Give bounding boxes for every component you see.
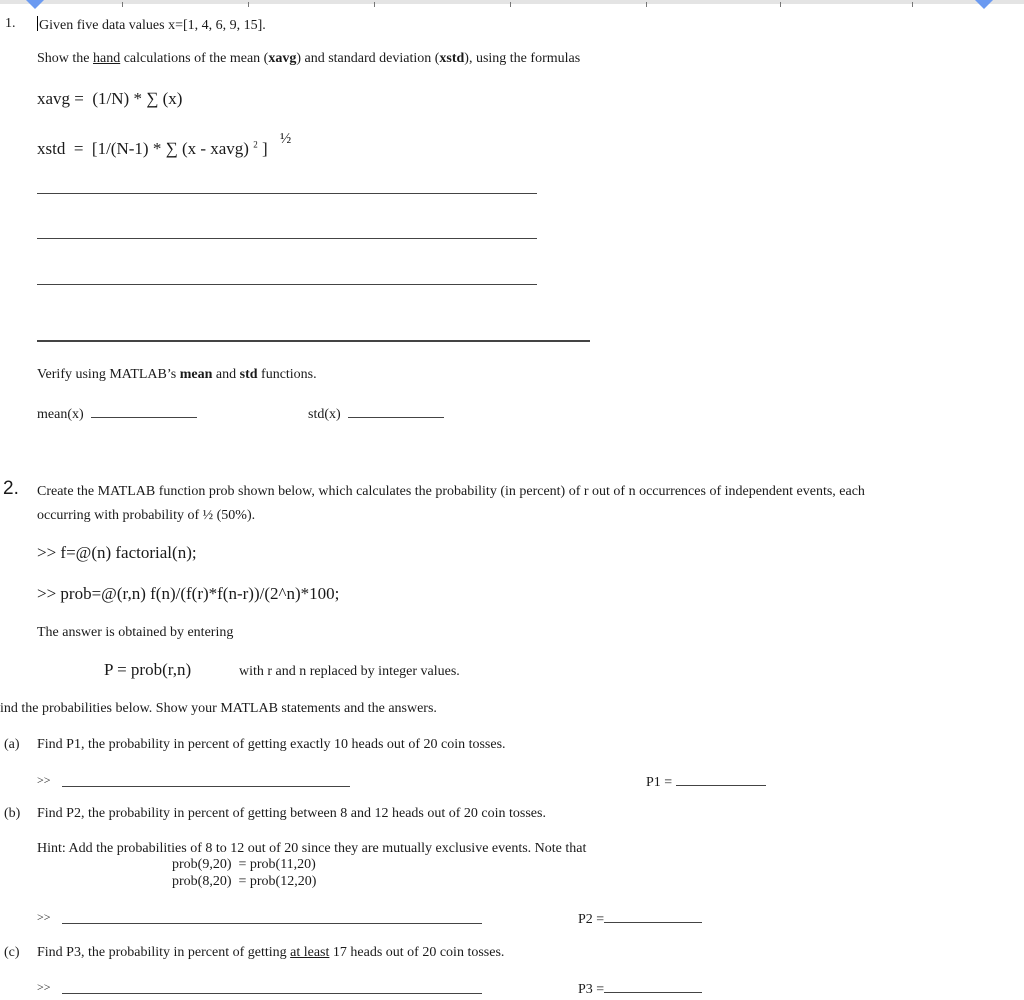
q1-verify-mean: mean xyxy=(179,367,213,382)
p3-label: P3 = xyxy=(578,982,605,997)
answer-instruction: The answer is obtained by entering xyxy=(37,625,234,640)
part-c-text xyxy=(37,945,504,961)
q1-number: 1. xyxy=(5,16,16,31)
q1-show-post: ), using the formulas xyxy=(464,51,581,66)
q1-show-pre: Show the xyxy=(37,51,93,66)
p1-row xyxy=(646,773,766,791)
p1-label: P1 = xyxy=(646,775,673,790)
left-indent-marker-icon[interactable] xyxy=(26,0,44,9)
q2-desc-line2: occurring with probability of ½ (50%). xyxy=(37,508,256,523)
part-c-label: (c) xyxy=(4,945,20,960)
part-c-text-underline: at least xyxy=(290,945,330,960)
part-c-prompt: >> xyxy=(37,980,51,994)
q2-desc-line1: Create the MATLAB function prob shown below, which calculates the probability (in percent) of r out of n occurrences of independent events, each xyxy=(37,484,865,499)
part-a-text: Find P1, the probability in percent of getting exactly 10 heads out of 20 coin tosses. xyxy=(37,737,506,752)
part-a-prompt: >> xyxy=(37,773,51,787)
find-instructions: ind the probabilities below. Show your MATLAB statements and the answers. xyxy=(0,701,437,716)
formula-std xyxy=(37,139,268,159)
ruler-tick xyxy=(510,2,511,7)
formula-std-half-exponent: ½ xyxy=(280,131,292,147)
q1-intro: Given five data values xyxy=(39,18,165,33)
right-indent-marker-icon[interactable] xyxy=(975,0,993,9)
q1-show-mid: calculations of the mean ( xyxy=(120,51,269,66)
p2-answer-blank[interactable] xyxy=(604,910,702,923)
ruler-tick xyxy=(374,2,375,7)
code-line-prob: >> prob=@(r,n) f(n)/(f(r)*f(n-r))/(2^n)*100; xyxy=(37,584,340,603)
part-b-hint-eq2: prob(8,20) = prob(12,20) xyxy=(172,874,317,889)
answer-line-2[interactable] xyxy=(37,238,537,239)
answer-line-4[interactable] xyxy=(37,340,590,342)
std-row xyxy=(308,405,444,423)
q1-verify-pre: Verify using MATLAB’s xyxy=(37,367,180,382)
mean-row xyxy=(37,405,197,423)
part-b-prompt: >> xyxy=(37,910,51,924)
p-note: with r and n replaced by integer values. xyxy=(239,664,460,679)
part-a-label: (a) xyxy=(4,737,20,752)
text-cursor xyxy=(37,16,38,31)
ruler-track xyxy=(0,0,1024,4)
p2-label: P2 = xyxy=(578,912,605,927)
q1-data: x=[1, 4, 6, 9, 15]. xyxy=(168,18,266,33)
q1-show-hand: hand xyxy=(93,51,121,66)
ruler-tick xyxy=(122,2,123,7)
q1-verify-post: functions. xyxy=(257,367,317,382)
q1-show-mid2: ) and standard deviation ( xyxy=(296,51,440,66)
formula-std-exponent: 2 xyxy=(253,139,258,150)
part-b-hint: Hint: Add the probabilities of 8 to 12 out of 20 since they are mutually exclusive events. Note that xyxy=(37,841,587,856)
q1-verify-and: and xyxy=(212,367,240,382)
p3-answer-blank[interactable] xyxy=(604,980,702,993)
formula-mean: xavg = (1/N) * ∑ (x) xyxy=(37,89,183,108)
formula-std-close: ] xyxy=(261,139,268,158)
answer-line-1[interactable] xyxy=(37,193,537,194)
part-c-statement-blank[interactable] xyxy=(62,993,482,994)
std-label: std(x) xyxy=(308,407,341,422)
part-b-text: Find P2, the probability in percent of getting between 8 and 12 heads out of 20 coin tosses. xyxy=(37,806,546,821)
part-c-text-post: 17 heads out of 20 coin tosses. xyxy=(329,945,505,960)
q1-instructions xyxy=(37,51,580,67)
part-c-text-pre: Find P3, the probability in percent of getting xyxy=(37,945,291,960)
ruler-tick xyxy=(646,2,647,7)
part-a-statement-blank[interactable] xyxy=(62,786,350,787)
q1-verify-std: std xyxy=(239,367,258,382)
p2-row xyxy=(578,910,702,928)
ruler-tick xyxy=(248,2,249,7)
p3-row xyxy=(578,980,702,998)
q1-verify xyxy=(37,367,317,383)
q1-show-xavg: xavg xyxy=(268,51,297,66)
part-b-statement-blank[interactable] xyxy=(62,923,482,924)
ruler-tick xyxy=(912,2,913,7)
std-answer-blank[interactable] xyxy=(348,405,444,418)
answer-line-3[interactable] xyxy=(37,284,537,285)
p1-answer-blank[interactable] xyxy=(676,773,766,786)
part-b-label: (b) xyxy=(4,806,21,821)
q1-intro-line xyxy=(37,16,266,34)
part-b-hint-eq1: prob(9,20) = prob(11,20) xyxy=(172,857,316,872)
code-line-factorial: >> f=@(n) factorial(n); xyxy=(37,543,197,562)
q1-show-xstd: xstd xyxy=(439,51,465,66)
mean-answer-blank[interactable] xyxy=(91,405,197,418)
q2-number: 2. xyxy=(3,478,19,499)
formula-std-main: xstd = [1/(N-1) * ∑ (x - xavg) xyxy=(37,139,249,158)
p-expression: P = prob(r,n) xyxy=(104,660,192,679)
ruler-tick xyxy=(780,2,781,7)
mean-label: mean(x) xyxy=(37,407,84,422)
